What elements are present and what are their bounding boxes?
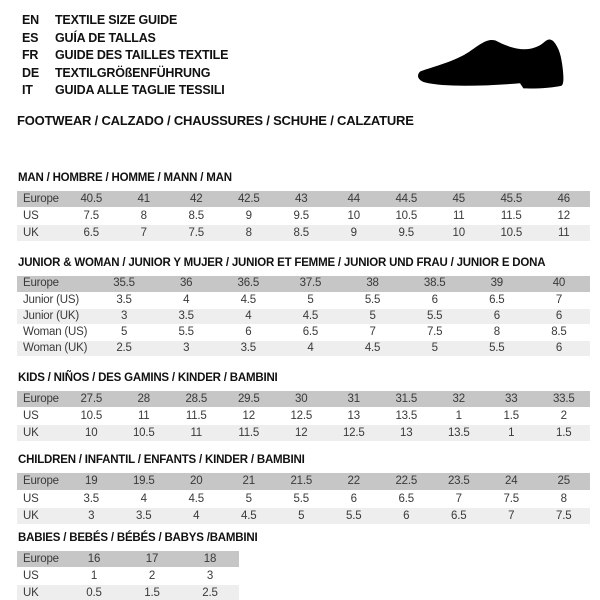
size-cell: 11.5	[223, 425, 276, 442]
size-cell: 12.5	[328, 425, 381, 442]
table-row	[17, 324, 590, 340]
size-cell: 1.5	[123, 585, 181, 600]
size-cell: 4	[118, 490, 171, 507]
size-cell: 4	[155, 292, 217, 308]
size-cell: 3.5	[93, 292, 155, 308]
size-cell: 46	[538, 191, 591, 208]
size-cell: 10.5	[485, 225, 538, 242]
size-cell: 7.5	[404, 324, 466, 340]
size-cell: 8	[466, 324, 528, 340]
size-table-babies	[17, 551, 239, 600]
language-label: GUIDE DES TAILLES TEXTILE	[55, 48, 229, 62]
row-label: Junior (UK)	[17, 308, 93, 324]
size-cell: 5.5	[342, 292, 404, 308]
size-cell: 6	[217, 324, 279, 340]
row-label: UK	[17, 425, 65, 442]
size-cell: 33	[485, 391, 538, 408]
size-cell: 4	[279, 340, 341, 356]
size-cell: 32	[433, 391, 486, 408]
row-label: US	[17, 568, 65, 585]
size-cell: 10	[433, 225, 486, 242]
size-cell: 11	[538, 225, 591, 242]
size-cell: 4	[170, 507, 223, 524]
size-cell: 4	[217, 308, 279, 324]
size-cell: 27.5	[65, 391, 118, 408]
size-cell: 6	[528, 308, 590, 324]
language-label: TEXTILGRÖßENFÜHRUNG	[55, 65, 211, 80]
table-row	[17, 225, 590, 242]
table-row	[17, 507, 590, 524]
row-label: UK	[17, 585, 65, 600]
size-cell: 3.5	[118, 507, 171, 524]
size-cell: 22.5	[380, 473, 433, 490]
size-cell: 7	[485, 507, 538, 524]
row-label: US	[17, 208, 65, 225]
row-label: Europe	[17, 191, 65, 208]
size-cell: 13	[380, 425, 433, 442]
size-cell: 9	[223, 208, 276, 225]
size-cell: 44.5	[380, 191, 433, 208]
size-cell: 6	[528, 340, 590, 356]
size-cell: 8	[118, 208, 171, 225]
row-label: Europe	[17, 473, 65, 490]
size-table-junior-woman	[17, 276, 590, 357]
section-title-kids: KIDS / NIÑOS / DES GAMINS / KINDER / BAMBINI	[18, 371, 278, 384]
size-cell: 3.5	[217, 340, 279, 356]
size-cell: 44	[328, 191, 381, 208]
section-title-children: CHILDREN / INFANTIL / ENFANTS / KINDER / BAMBINI	[18, 454, 305, 466]
size-cell: 35.5	[93, 276, 155, 292]
size-cell: 9.5	[275, 208, 328, 225]
size-cell: 5	[279, 292, 341, 308]
size-cell: 28.5	[170, 391, 223, 408]
size-cell: 24	[485, 473, 538, 490]
size-cell: 3	[93, 308, 155, 324]
size-cell: 9	[328, 225, 381, 242]
size-cell: 8.5	[528, 324, 590, 340]
size-cell: 2.5	[93, 340, 155, 356]
size-cell: 7	[342, 324, 404, 340]
table-row	[17, 473, 590, 490]
row-label: UK	[17, 507, 65, 524]
size-cell: 6.5	[433, 507, 486, 524]
size-cell: 7.5	[538, 507, 591, 524]
size-cell: 5.5	[328, 507, 381, 524]
language-code: FR	[22, 48, 39, 62]
size-cell: 45	[433, 191, 486, 208]
size-cell: 1	[65, 568, 123, 585]
size-cell: 11.5	[485, 208, 538, 225]
size-cell: 13.5	[380, 408, 433, 425]
size-cell: 31.5	[380, 391, 433, 408]
size-cell: 42	[170, 191, 223, 208]
size-cell: 11	[433, 208, 486, 225]
size-cell: 7	[433, 490, 486, 507]
size-cell: 10	[328, 208, 381, 225]
size-cell: 45.5	[485, 191, 538, 208]
size-cell: 10.5	[118, 425, 171, 442]
size-cell: 31	[328, 391, 381, 408]
row-label: US	[17, 490, 65, 507]
size-cell: 11.5	[170, 408, 223, 425]
size-cell: 5.5	[155, 324, 217, 340]
size-cell: 8	[223, 225, 276, 242]
size-cell: 18	[181, 551, 239, 568]
size-cell: 40.5	[65, 191, 118, 208]
size-cell: 4.5	[279, 308, 341, 324]
size-cell: 8.5	[275, 225, 328, 242]
size-cell: 6.5	[380, 490, 433, 507]
row-label: Europe	[17, 551, 65, 568]
language-code: EN	[22, 13, 39, 27]
size-cell: 1	[433, 408, 486, 425]
size-cell: 12	[275, 425, 328, 442]
row-label: US	[17, 408, 65, 425]
size-cell: 21.5	[275, 473, 328, 490]
size-cell: 9.5	[380, 225, 433, 242]
language-code: DE	[22, 65, 39, 80]
row-label: Junior (US)	[17, 292, 93, 308]
size-cell: 23.5	[433, 473, 486, 490]
dress-shoe-icon	[406, 12, 586, 104]
size-cell: 25	[538, 473, 591, 490]
size-cell: 6.5	[279, 324, 341, 340]
size-cell: 22	[328, 473, 381, 490]
size-cell: 16	[65, 551, 123, 568]
size-cell: 21	[223, 473, 276, 490]
table-row	[17, 490, 590, 507]
size-cell: 13	[328, 408, 381, 425]
size-cell: 10.5	[380, 208, 433, 225]
size-cell: 6	[380, 507, 433, 524]
size-cell: 7.5	[65, 208, 118, 225]
table-row	[17, 292, 590, 308]
size-cell: 13.5	[433, 425, 486, 442]
size-cell: 12.5	[275, 408, 328, 425]
size-cell: 0.5	[65, 585, 123, 600]
language-code: ES	[22, 30, 39, 45]
size-cell: 2.5	[181, 585, 239, 600]
section-junior-woman	[17, 257, 590, 357]
size-cell: 8.5	[170, 208, 223, 225]
size-cell: 8	[538, 490, 591, 507]
size-cell: 5.5	[404, 308, 466, 324]
size-cell: 4.5	[170, 490, 223, 507]
size-cell: 30	[275, 391, 328, 408]
size-cell: 6.5	[65, 225, 118, 242]
size-cell: 3	[181, 568, 239, 585]
size-cell: 6	[466, 308, 528, 324]
row-label: UK	[17, 225, 65, 242]
row-label: Europe	[17, 391, 65, 408]
size-table-man	[17, 191, 590, 243]
table-row	[17, 585, 239, 600]
size-cell: 41	[118, 191, 171, 208]
size-cell: 5	[223, 490, 276, 507]
size-cell: 7	[118, 225, 171, 242]
size-cell: 5	[275, 507, 328, 524]
size-cell: 3.5	[65, 490, 118, 507]
section-children	[17, 454, 590, 525]
table-row	[17, 340, 590, 356]
size-cell: 40	[528, 276, 590, 292]
size-cell: 19.5	[118, 473, 171, 490]
size-cell: 1.5	[485, 408, 538, 425]
size-table-kids	[17, 391, 590, 443]
section-title-man: MAN / HOMBRE / HOMME / MANN / MAN	[18, 171, 232, 184]
size-cell: 7.5	[485, 490, 538, 507]
size-cell: 38	[342, 276, 404, 292]
table-row	[17, 551, 239, 568]
language-code: IT	[22, 83, 33, 97]
size-cell: 3	[65, 507, 118, 524]
size-cell: 17	[123, 551, 181, 568]
size-cell: 4.5	[217, 292, 279, 308]
size-cell: 5.5	[466, 340, 528, 356]
size-cell: 2	[123, 568, 181, 585]
size-cell: 43	[275, 191, 328, 208]
size-cell: 3	[155, 340, 217, 356]
language-label: GUIDA ALLE TAGLIE TESSILI	[55, 83, 225, 97]
size-cell: 4.5	[342, 340, 404, 356]
size-cell: 2	[538, 408, 591, 425]
size-cell: 11	[118, 408, 171, 425]
table-row	[17, 191, 590, 208]
size-cell: 4.5	[223, 507, 276, 524]
table-row	[17, 308, 590, 324]
size-cell: 10	[65, 425, 118, 442]
size-cell: 29.5	[223, 391, 276, 408]
size-cell: 6	[404, 292, 466, 308]
size-cell: 33.5	[538, 391, 591, 408]
section-man	[17, 172, 590, 243]
size-cell: 38.5	[404, 276, 466, 292]
section-title-babies: BABIES / BEBÉS / BÉBÉS / BABYS /BAMBINI	[18, 531, 258, 544]
size-cell: 5	[342, 308, 404, 324]
row-label: Europe	[17, 276, 93, 292]
size-cell: 10.5	[65, 408, 118, 425]
size-cell: 37.5	[279, 276, 341, 292]
size-cell: 7.5	[170, 225, 223, 242]
size-cell: 3.5	[155, 308, 217, 324]
language-label: TEXTILE SIZE GUIDE	[55, 13, 178, 27]
size-cell: 5	[404, 340, 466, 356]
size-cell: 28	[118, 391, 171, 408]
size-cell: 42.5	[223, 191, 276, 208]
size-cell: 39	[466, 276, 528, 292]
table-row	[17, 208, 590, 225]
size-cell: 6	[328, 490, 381, 507]
size-table-children	[17, 473, 590, 525]
row-label: Woman (US)	[17, 324, 93, 340]
section-kids	[17, 372, 590, 443]
table-row	[17, 276, 590, 292]
size-cell: 6.5	[466, 292, 528, 308]
row-label: Woman (UK)	[17, 340, 93, 356]
size-cell: 5.5	[275, 490, 328, 507]
table-row	[17, 391, 590, 408]
section-title-junior-woman: JUNIOR & WOMAN / JUNIOR Y MUJER / JUNIOR ET FEMME / JUNIOR UND FRAU / JUNIOR E DONA	[18, 257, 546, 269]
table-row	[17, 425, 590, 442]
table-row	[17, 408, 590, 425]
size-cell: 7	[528, 292, 590, 308]
size-cell: 1.5	[538, 425, 591, 442]
section-babies	[17, 532, 590, 600]
category-line: FOOTWEAR / CALZADO / CHAUSSURES / SCHUHE / CALZATURE	[17, 112, 414, 128]
language-label: GUÍA DE TALLAS	[55, 30, 156, 45]
size-cell: 36	[155, 276, 217, 292]
size-cell: 5	[93, 324, 155, 340]
table-row	[17, 568, 239, 585]
size-cell: 36.5	[217, 276, 279, 292]
size-cell: 12	[538, 208, 591, 225]
size-cell: 19	[65, 473, 118, 490]
size-cell: 20	[170, 473, 223, 490]
size-cell: 11	[170, 425, 223, 442]
size-cell: 12	[223, 408, 276, 425]
size-cell: 1	[485, 425, 538, 442]
